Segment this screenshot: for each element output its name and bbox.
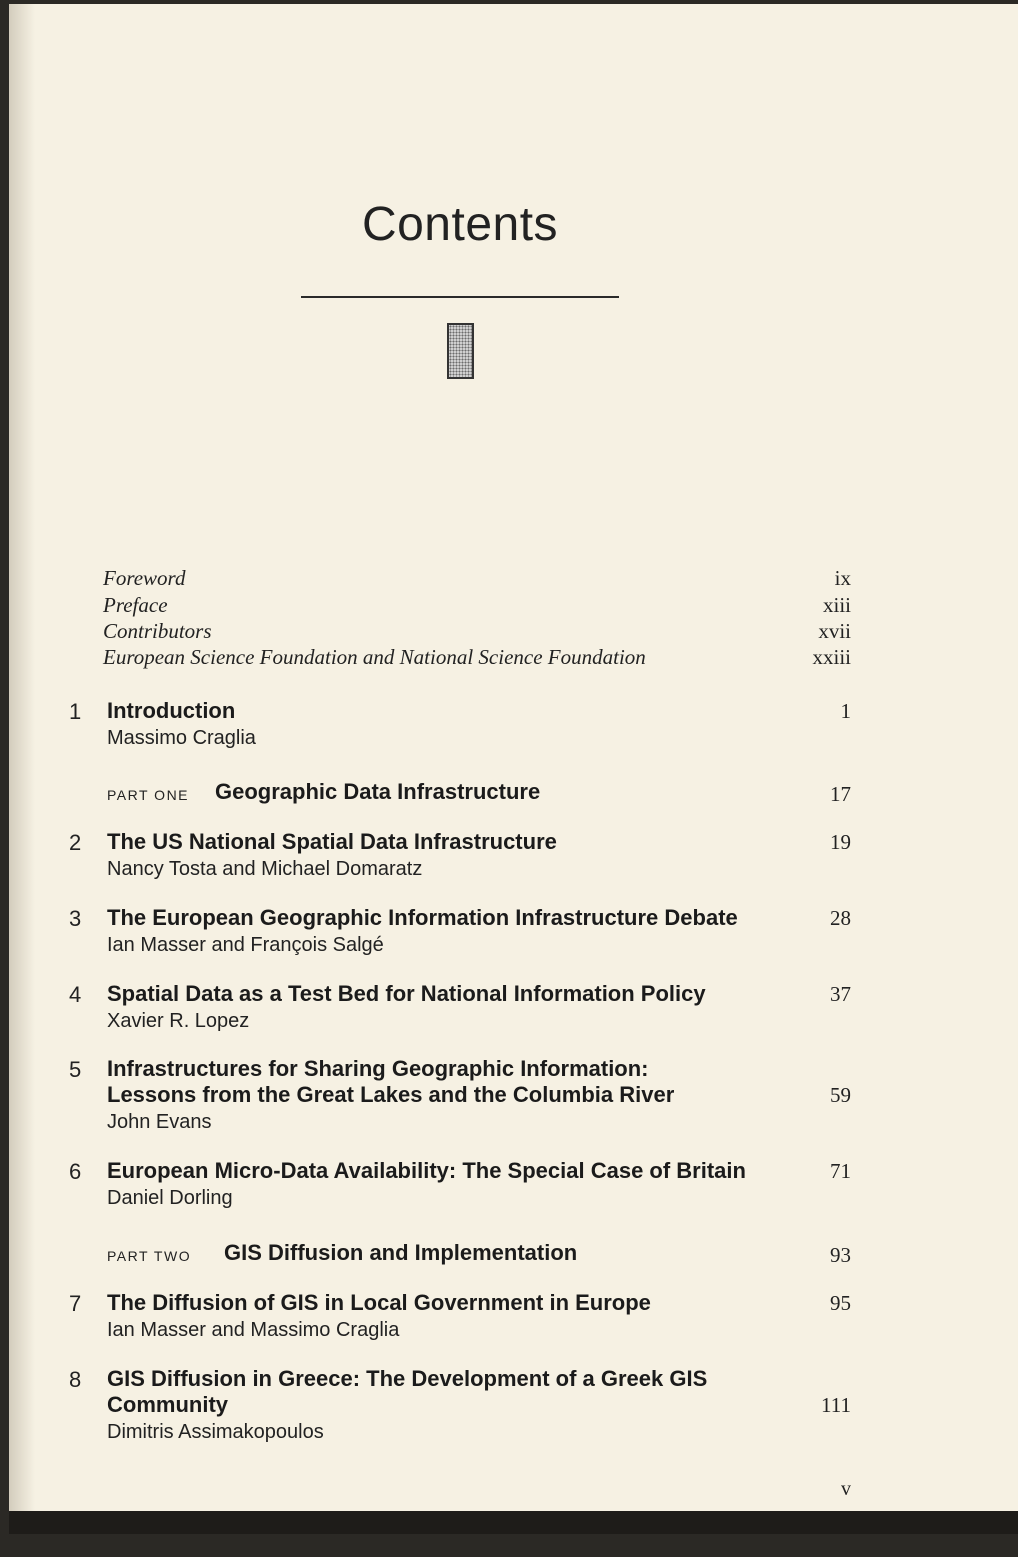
book-page bbox=[9, 4, 1018, 1534]
chapter-title: The European Geographic Information Infrastructure Debate bbox=[107, 905, 738, 930]
chapter-author: Nancy Tosta and Michael Domaratz bbox=[107, 858, 423, 880]
chapter-author: Dimitris Assimakopoulos bbox=[107, 1421, 324, 1443]
table-of-contents bbox=[9, 4, 1018, 1534]
part-title: Geographic Data Infrastructure bbox=[215, 779, 541, 804]
chapter-author: Ian Masser and Massimo Craglia bbox=[107, 1319, 400, 1341]
page-number: xxiii bbox=[812, 645, 851, 669]
scan-edge-band bbox=[9, 1511, 1018, 1534]
chapter-title-line-2: Lessons from the Great Lakes and the Columbia River bbox=[107, 1082, 675, 1107]
page-number: xiii bbox=[822, 593, 851, 617]
front-matter-title: European Science Foundation and National Science Foundation bbox=[103, 645, 646, 669]
front-matter-title: Contributors bbox=[103, 619, 212, 643]
chapter-number: 6 bbox=[69, 1159, 82, 1184]
part-label: PART ONE bbox=[107, 787, 190, 803]
chapter-number: 3 bbox=[69, 906, 82, 931]
chapter-author: Daniel Dorling bbox=[107, 1187, 233, 1209]
chapter-title: European Micro-Data Availability: The Special Case of Britain bbox=[107, 1158, 746, 1183]
page-number: 71 bbox=[830, 1159, 851, 1183]
page-number: 37 bbox=[830, 982, 851, 1006]
chapter-number: 5 bbox=[69, 1057, 82, 1082]
chapter-number: 2 bbox=[69, 830, 82, 855]
chapter-number: 1 bbox=[69, 699, 82, 724]
page-title: Contents bbox=[361, 198, 559, 251]
chapter-title-line-1: GIS Diffusion in Greece: The Development of a Greek GIS bbox=[107, 1366, 708, 1391]
front-matter-title: Preface bbox=[103, 593, 168, 617]
page-number: 93 bbox=[830, 1243, 851, 1267]
chapter-number: 8 bbox=[69, 1367, 82, 1392]
chapter-author: Massimo Craglia bbox=[107, 727, 256, 749]
page-number: 1 bbox=[840, 699, 851, 723]
chapter-number: 7 bbox=[69, 1291, 82, 1316]
page-number: xvii bbox=[818, 619, 851, 643]
page-number: 17 bbox=[830, 782, 851, 806]
page-number: 28 bbox=[830, 906, 851, 930]
page-number: 111 bbox=[821, 1393, 851, 1417]
chapter-title-line-1: Infrastructures for Sharing Geographic Information: bbox=[107, 1056, 649, 1081]
page-number: 95 bbox=[830, 1291, 851, 1315]
chapter-title: Spatial Data as a Test Bed for National Information Policy bbox=[107, 981, 706, 1006]
page-number: ix bbox=[834, 566, 851, 590]
page-folio: v bbox=[841, 1478, 851, 1500]
chapter-number: 4 bbox=[69, 982, 82, 1007]
part-label: PART TWO bbox=[107, 1248, 192, 1264]
chapter-title: The Diffusion of GIS in Local Government in Europe bbox=[107, 1290, 651, 1315]
chapter-author: John Evans bbox=[107, 1111, 212, 1133]
chapter-title-line-2: Community bbox=[107, 1392, 228, 1417]
page-number: 59 bbox=[830, 1083, 851, 1107]
part-title: GIS Diffusion and Implementation bbox=[224, 1240, 578, 1265]
chapter-title: Introduction bbox=[107, 698, 236, 723]
chapter-author: Xavier R. Lopez bbox=[107, 1010, 250, 1032]
chapter-author: Ian Masser and François Salgé bbox=[107, 934, 384, 956]
front-matter-title: Foreword bbox=[103, 566, 186, 590]
chapter-title: The US National Spatial Data Infrastructure bbox=[107, 829, 557, 854]
page-number: 19 bbox=[830, 830, 851, 854]
